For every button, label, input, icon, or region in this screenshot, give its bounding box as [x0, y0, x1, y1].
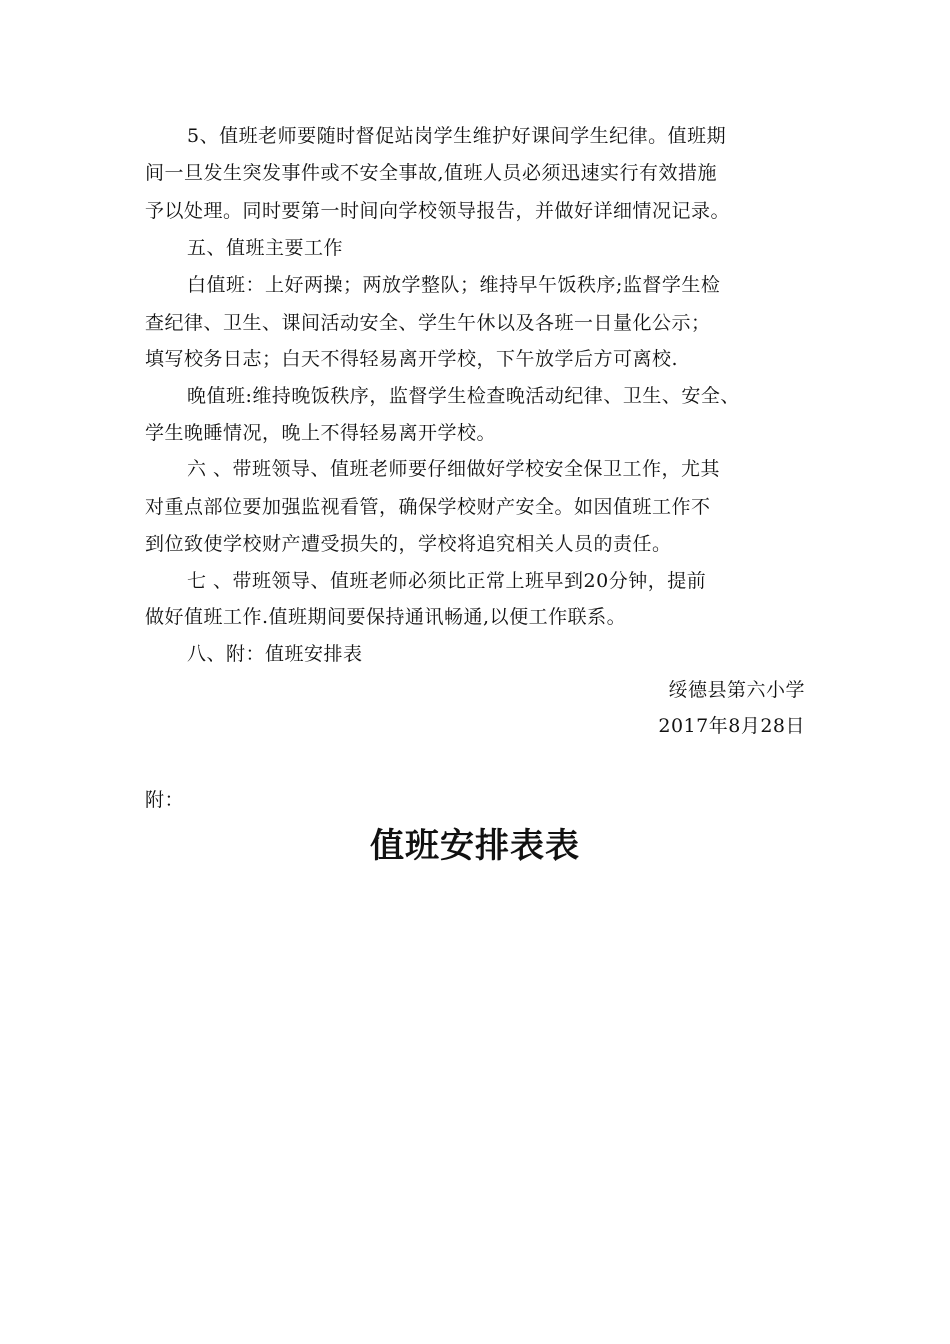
- signature-date: 2017年8月28日: [658, 715, 805, 737]
- attachment-title: 值班安排表表: [370, 826, 580, 866]
- paragraph-line: 查纪律、卫生、课间活动安全、学生午休以及各班一日量化公示；: [145, 312, 711, 334]
- paragraph-line: 做好值班工作.值班期间要保持通讯畅通,以便工作联系。: [145, 606, 627, 628]
- paragraph-line: 到位致使学校财产遭受损失的，学校将追究相关人员的责任。: [145, 533, 672, 555]
- paragraph-line: 七 、带班领导、值班老师必须比正常上班早到20分钟，提前: [187, 570, 707, 592]
- paragraph-line: 予以处理。同时要第一时间向学校领导报告，并做好详细情况记录。: [145, 200, 731, 222]
- paragraph-line: 晚值班:维持晚饭秩序，监督学生检查晚活动纪律、卫生、安全、: [187, 385, 740, 407]
- section-heading: 五、值班主要工作: [187, 237, 344, 259]
- signature-school: 绥德县第六小学: [668, 679, 805, 701]
- paragraph-line: 间一旦发生突发事件或不安全事故,值班人员必须迅速实行有效措施: [145, 162, 718, 184]
- paragraph-line: 六 、带班领导、值班老师要仔细做好学校安全保卫工作，尤其: [187, 458, 721, 480]
- section-heading: 八、附：值班安排表: [187, 643, 363, 665]
- paragraph-line: 填写校务日志；白天不得轻易离开学校，下午放学后方可离校.: [145, 348, 679, 370]
- paragraph-line: 对重点部位要加强监视看管，确保学校财产安全。如因值班工作不: [145, 496, 711, 518]
- attachment-label: 附：: [145, 789, 185, 811]
- paragraph-line: 学生晚睡情况，晚上不得轻易离开学校。: [145, 422, 497, 444]
- paragraph-line: 白值班：上好两操；两放学整队；维持早午饭秩序;监督学生检: [187, 274, 721, 296]
- paragraph-line: 5、值班老师要随时督促站岗学生维护好课间学生纪律。值班期: [187, 125, 727, 147]
